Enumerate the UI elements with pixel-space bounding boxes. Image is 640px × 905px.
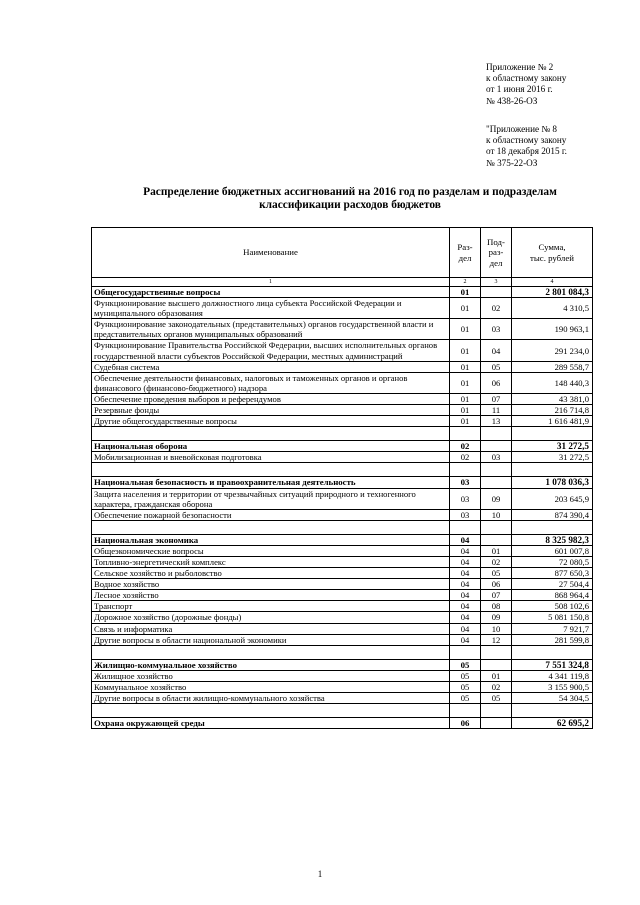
document-title [60,186,640,213]
row-section-code: 04 [450,534,481,545]
blank-cell [512,645,593,659]
row-section-code: 02 [450,452,481,463]
table-row [92,623,593,634]
row-subsection-code: 13 [481,416,512,427]
row-amount: 31 272,5 [512,452,593,463]
blank-cell [450,520,481,534]
row-name: Функционирование высшего должностного лица субъекта Российской Федерации и муниципального образования [92,298,450,319]
row-amount: 190 963,1 [512,319,593,340]
row-section-code: 04 [450,634,481,645]
table-header-row [92,228,593,278]
appendix-line: к областному закону [486,135,567,146]
row-section-code: 04 [450,612,481,623]
blank-cell [481,463,512,477]
row-subsection-code [481,718,512,729]
row-subsection-code: 07 [481,393,512,404]
row-amount: 31 272,5 [512,441,593,452]
row-subsection-code [481,441,512,452]
blank-cell [450,463,481,477]
row-subsection-code: 08 [481,601,512,612]
table-row [92,612,593,623]
row-subsection-code: 05 [481,361,512,372]
blank-cell [92,520,450,534]
row-subsection-code: 01 [481,670,512,681]
row-section-code: 01 [450,372,481,393]
blank-cell [481,704,512,718]
header-section [450,228,481,278]
row-name: Резервные фонды [92,405,450,416]
header-subsection-line: раз- [488,247,504,258]
row-amount: 868 964,4 [512,590,593,601]
table-row [92,601,593,612]
row-amount: 291 234,0 [512,340,593,361]
title-line: классификации расходов бюджетов [259,199,441,212]
row-name: Другие вопросы в области национальной экономики [92,634,450,645]
header-name: Наименование [92,228,450,278]
row-amount: 7 921,7 [512,623,593,634]
row-amount: 43 381,0 [512,393,593,404]
appendix-line: "Приложение № 8 [486,124,558,134]
appendix-line: Приложение № 2 [486,62,554,72]
table-row [92,416,593,427]
row-subsection-code: 10 [481,623,512,634]
budget-table-body [92,287,593,729]
row-section-code: 04 [450,601,481,612]
row-subsection-code: 05 [481,568,512,579]
row-amount: 874 390,4 [512,509,593,520]
header-subsection [481,228,512,278]
row-subsection-code: 03 [481,452,512,463]
title-line: Распределение бюджетных ассигнований на 2016 год по разделам и подразделам [143,186,557,198]
row-section-code: 01 [450,416,481,427]
row-name: Транспорт [92,601,450,612]
row-amount: 54 304,5 [512,693,593,704]
row-amount: 148 440,3 [512,372,593,393]
row-subsection-code: 09 [481,488,512,509]
table-row [92,361,593,372]
blank-cell [481,427,512,441]
header-subsection-line: Под- [487,236,505,247]
row-amount: 4 310,5 [512,298,593,319]
row-name: Общеэкономические вопросы [92,545,450,556]
row-name: Функционирование законодательных (представительных) органов государственной власти и представительных органов муниципальных образований [92,319,450,340]
row-amount: 1 078 036,3 [512,477,593,488]
row-section-code: 01 [450,361,481,372]
table-row [92,545,593,556]
table-row [92,590,593,601]
row-section-code: 03 [450,509,481,520]
row-name: Сельское хозяйство и рыболовство [92,568,450,579]
row-name: Функционирование Правительства Российской Федерации, высших исполнительных органов государственной власти субъектов Российской Федерации, местных администраций [92,340,450,361]
table-row [92,452,593,463]
table-row-section [92,287,593,298]
row-name: Национальная экономика [92,534,450,545]
table-row [92,488,593,509]
row-name: Судебная система [92,361,450,372]
row-name: Другие общегосударственные вопросы [92,416,450,427]
row-section-code: 04 [450,590,481,601]
column-number-row [92,278,593,287]
row-name: Коммунальное хозяйство [92,681,450,692]
row-subsection-code: 02 [481,556,512,567]
row-name: Водное хозяйство [92,579,450,590]
row-section-code: 01 [450,393,481,404]
column-number: 4 [512,278,593,287]
row-name: Лесное хозяйство [92,590,450,601]
blank-cell [92,645,450,659]
row-section-code: 03 [450,488,481,509]
table-row [92,693,593,704]
header-subsection-line: дел [489,257,503,268]
row-name: Жилищно-коммунальное хозяйство [92,659,450,670]
row-amount: 216 714,8 [512,405,593,416]
blank-cell [481,645,512,659]
table-row-blank [92,704,593,718]
table-row [92,579,593,590]
budget-table [91,227,593,729]
row-subsection-code [481,534,512,545]
table-row [92,556,593,567]
table-row-blank [92,463,593,477]
row-subsection-code: 02 [481,298,512,319]
row-amount: 877 650,3 [512,568,593,579]
row-section-code: 01 [450,340,481,361]
row-subsection-code [481,287,512,298]
header-section-line: дел [458,252,472,263]
appendix-prior [486,124,634,169]
row-subsection-code: 01 [481,545,512,556]
row-subsection-code [481,477,512,488]
table-row [92,393,593,404]
row-subsection-code: 12 [481,634,512,645]
row-name: Дорожное хозяйство (дорожные фонды) [92,612,450,623]
column-number: 1 [92,278,450,287]
row-section-code: 05 [450,681,481,692]
row-section-code: 04 [450,545,481,556]
row-amount: 601 007,8 [512,545,593,556]
blank-cell [92,704,450,718]
row-amount: 281 599,8 [512,634,593,645]
row-subsection-code: 02 [481,681,512,692]
row-section-code: 05 [450,670,481,681]
row-name: Защита населения и территории от чрезвычайных ситуаций природного и техногенного характера, гражданская оборона [92,488,450,509]
row-name: Другие вопросы в области жилищно-коммунального хозяйства [92,693,450,704]
row-name: Связь и информатика [92,623,450,634]
row-name: Топливно-энергетический комплекс [92,556,450,567]
row-section-code: 04 [450,623,481,634]
table-row-section [92,441,593,452]
appendix-line: № 375-22-ОЗ [486,157,538,168]
appendix-line: № 438-26-ОЗ [486,95,538,106]
row-section-code: 01 [450,298,481,319]
row-amount: 7 551 324,8 [512,659,593,670]
table-row [92,670,593,681]
row-name: Жилищное хозяйство [92,670,450,681]
appendix-line: к областному закону [486,73,567,84]
row-name: Общегосударственные вопросы [92,287,450,298]
row-subsection-code: 07 [481,590,512,601]
page-number: 1 [317,869,323,879]
column-number: 2 [450,278,481,287]
row-amount: 27 504,4 [512,579,593,590]
blank-cell [92,463,450,477]
row-subsection-code: 05 [481,693,512,704]
row-subsection-code: 11 [481,405,512,416]
table-row [92,298,593,319]
appendix-line: от 18 декабря 2015 г. [486,146,567,157]
header-amount-line: Сумма, [538,242,566,252]
blank-cell [450,427,481,441]
row-section-code: 02 [450,441,481,452]
row-section-code: 01 [450,405,481,416]
row-amount: 62 695,2 [512,718,593,729]
blank-cell [450,704,481,718]
row-subsection-code: 06 [481,372,512,393]
row-amount: 203 645,9 [512,488,593,509]
row-subsection-code: 09 [481,612,512,623]
row-name: Охрана окружающей среды [92,718,450,729]
row-section-code: 04 [450,556,481,567]
row-name: Национальная безопасность и правоохранительная деятельность [92,477,450,488]
table-row [92,405,593,416]
table-row [92,568,593,579]
row-section-code: 03 [450,477,481,488]
header-amount [512,228,593,278]
row-amount: 5 081 150,8 [512,612,593,623]
row-section-code: 06 [450,718,481,729]
table-row-blank [92,427,593,441]
row-amount: 3 155 900,5 [512,681,593,692]
blank-cell [512,704,593,718]
row-subsection-code: 04 [481,340,512,361]
table-row [92,319,593,340]
table-row [92,509,593,520]
row-name: Мобилизационная и вневойсковая подготовка [92,452,450,463]
table-row [92,340,593,361]
blank-cell [512,463,593,477]
appendix-current [486,62,634,107]
row-name: Обеспечение проведения выборов и референдумов [92,393,450,404]
row-amount: 4 341 119,8 [512,670,593,681]
row-amount: 8 325 982,3 [512,534,593,545]
row-amount: 72 080,5 [512,556,593,567]
row-section-code: 04 [450,568,481,579]
row-name: Обеспечение деятельности финансовых, налоговых и таможенных органов и органов финансового (финансово-бюджетного) надзора [92,372,450,393]
column-number: 3 [481,278,512,287]
table-row-section [92,659,593,670]
table-row [92,681,593,692]
table-row-section [92,534,593,545]
row-subsection-code: 03 [481,319,512,340]
row-section-code: 01 [450,287,481,298]
row-name: Национальная оборона [92,441,450,452]
table-row [92,634,593,645]
row-section-code: 05 [450,659,481,670]
header-amount-line: тыс. рублей [530,252,574,263]
blank-cell [512,427,593,441]
row-section-code: 01 [450,319,481,340]
table-row-blank [92,645,593,659]
row-subsection-code: 10 [481,509,512,520]
table-row [92,372,593,393]
row-subsection-code: 06 [481,579,512,590]
table-row-blank [92,520,593,534]
row-amount: 289 558,7 [512,361,593,372]
row-section-code: 04 [450,579,481,590]
appendix-line: от 1 июня 2016 г. [486,84,553,95]
row-section-code: 05 [450,693,481,704]
row-amount: 508 102,6 [512,601,593,612]
blank-cell [512,520,593,534]
row-amount: 1 616 481,9 [512,416,593,427]
blank-cell [481,520,512,534]
row-subsection-code [481,659,512,670]
row-amount: 2 801 084,3 [512,287,593,298]
header-section-line: Раз- [457,242,473,252]
row-name: Обеспечение пожарной безопасности [92,509,450,520]
blank-cell [92,427,450,441]
blank-cell [450,645,481,659]
table-row-section [92,477,593,488]
table-row-section [92,718,593,729]
